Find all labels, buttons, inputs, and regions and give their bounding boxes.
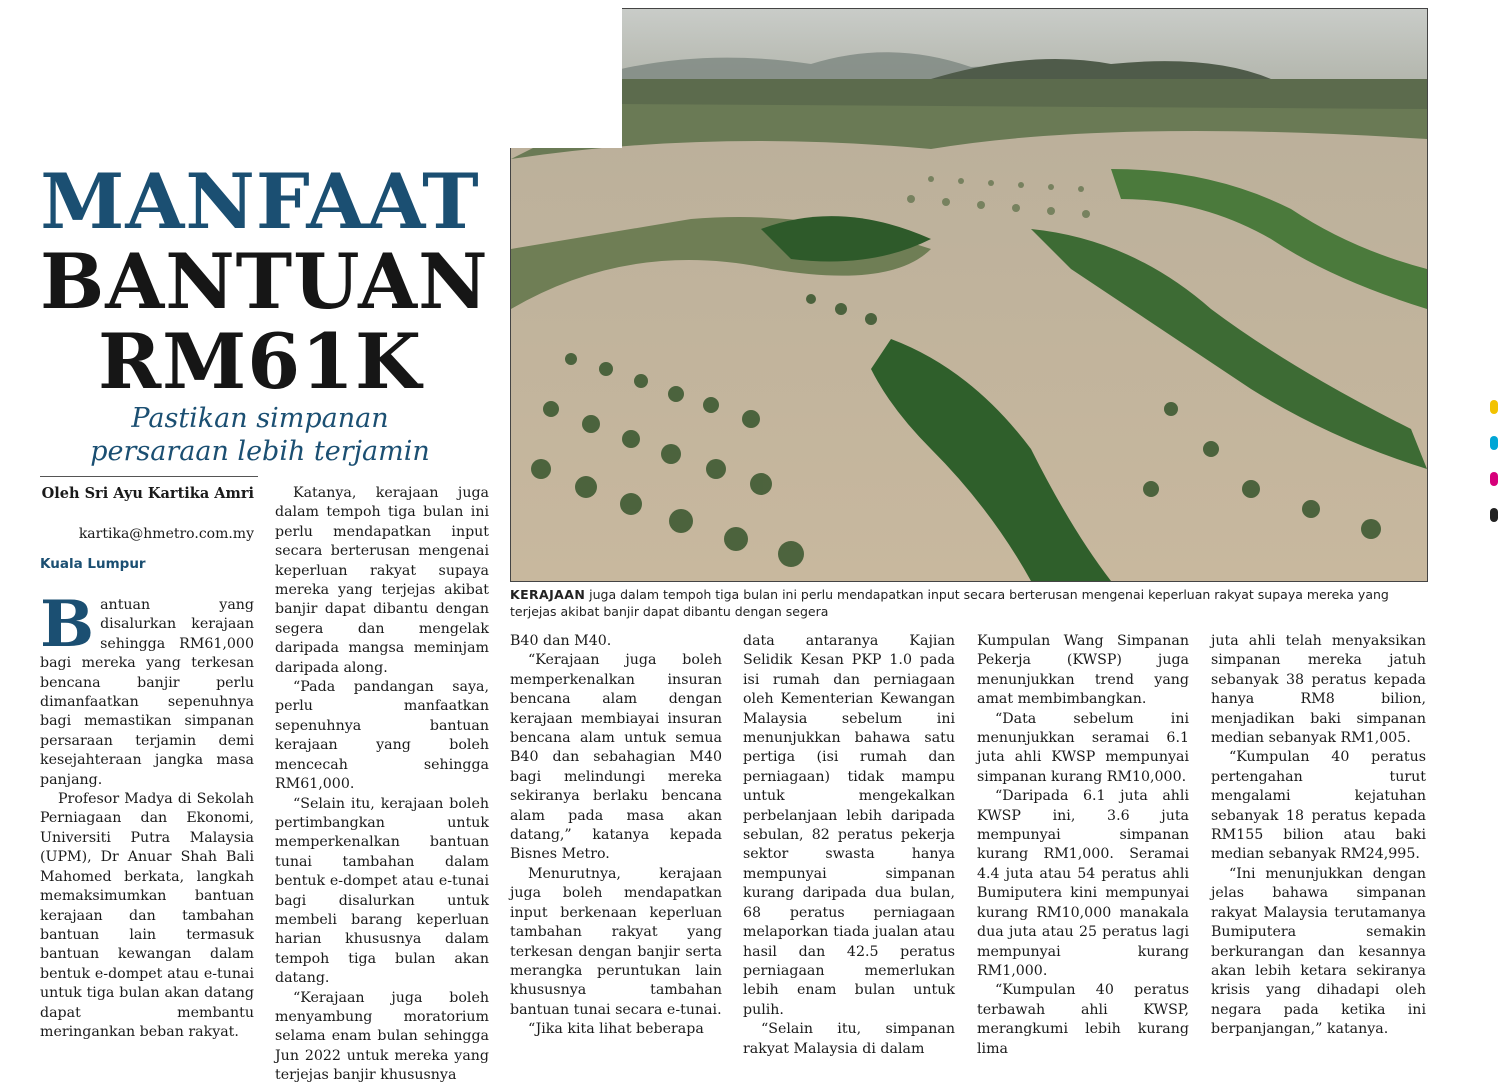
headline-line-1: MANFAAT [40,157,480,246]
yellow-mark-icon [1490,400,1498,414]
article-column-4 [743,632,955,1059]
article-paragraph: “Kerajaan juga boleh menyambung moratorium selama enam bulan sehingga Jun 2022 untuk mereka yang terjejas banjir khususnya [275,989,489,1084]
article-paragraph: data antaranya Kajian Selidik Kesan PKP 1.0 pada isi rumah dan perniagaan oleh Kementerian Kewangan Malaysia sebelum ini menunjukkan bahawa satu pertiga (isi rumah dan perniagaan) tidak mampu untuk mengekalkan perbelanjaan lebih daripada sebulan, 82 peratus pekerja sektor swasta hanya mempunyai simpanan kurang daripada dua bulan, 68 peratus perniagaan melaporkan tiada jualan atau hasil dan 42.5 peratus perniagaan memerlukan lebih enam bulan untuk pulih. [743,633,955,1018]
photo-cutout-whitespace [500,0,622,148]
article-paragraph: juta ahli telah menyaksikan simpanan mereka jatuh sebanyak 38 peratus kepada hanya RM8 bilion, menjadikan baki simpanan median sebanyak RM1,005. [1211,633,1426,747]
flood-photo [510,8,1428,582]
cyan-mark-icon [1490,436,1498,450]
flooded-plantation-photo-icon [511,9,1427,581]
article-paragraph: Kumpulan Wang Simpanan Pekerja (KWSP) juga menunjukkan trend yang amat membimbangkan. [977,633,1189,708]
article-paragraph: “Data sebelum ini menunjukkan seramai 6.1 juta ahli KWSP mempunyai simpanan kurang RM10,000. [977,710,1189,785]
divider [40,476,258,477]
caption-text: juga dalam tempoh tiga bulan ini perlu mendapatkan input secara berterusan mengenai keperluan rakyat supaya mereka yang terjejas akibat banjir dapat dibantu dengan segera [510,587,1389,619]
headline-line-3: RM61K [97,317,423,406]
article-paragraph: Menurutnya, kerajaan juga boleh mendapatkan input berkenaan keperluan tambahan rakyat yang terkesan dengan banjir serta merangka peruntukan lain khususnya tambahan bantuan tunai secara e-tunai. [510,865,722,1018]
print-registration-marks [1490,400,1500,600]
article-paragraph: Profesor Madya di Sekolah Perniagaan dan Ekonomi, Universiti Putra Malaysia (UPM), Dr Anuar Shah Bali Mahomed berkata, langkah memaksimumkan bantuan kerajaan dan tambahan bantuan lain termasuk bantuan kewangan dalam bentuk e-dompet atau e-tunai untuk tiga bulan akan datang dapat membantu meringankan beban rakyat. [40,791,254,1040]
article-paragraph: “Jika kita lihat beberapa [528,1021,704,1038]
article-paragraph: “Kumpulan 40 peratus terbawah ahli KWSP, merangkumi lebih kurang lima [977,982,1189,1057]
article-paragraph: Bantuan yang disalurkan kerajaan sehingga RM61,000 bagi mereka yang terkesan bencana banjir perlu dimanfaatkan sepenuhnya bagi memastikan simpanan persaraan terjamin demi kesejahteraan jangka masa panjang. [40,587,254,788]
article-paragraph: B40 dan M40. [510,633,612,649]
drop-cap: B [40,587,95,662]
article-column-2 [275,484,489,1086]
article-paragraph: “Kerajaan juga boleh memperkenalkan insuran bencana alam dengan kerajaan membiayai insuran bencana alam untuk semua B40 dan sebahagian M40 bagi melindungi mereka sekiranya berlaku bencana alam pada masa akan datang,” katanya kepada Bisnes Metro. [510,652,722,863]
article-paragraph: “Ini menunjukkan dengan jelas bahawa simpanan rakyat Malaysia terutamanya Bumiputera semakin berkurangan dan kesannya akan lebih ketara sekiranya krisis yang dihadapi oleh negara pada ketika ini berpanjangan,” katanya. [1211,865,1426,1038]
byline: Oleh Sri Ayu Kartika Amri [41,485,254,502]
headline-line-2: BANTUAN [40,237,489,326]
headline [40,157,489,406]
subheadline: Pastikan simpanan persaraan lebih terjamin [90,403,430,467]
photo-caption [510,586,1426,620]
article-paragraph: “Kumpulan 40 peratus pertengahan turut mengalami kejatuhan sebanyak 18 peratus kepada RM155 bilion atau baki median sebanyak RM24,995. [1211,749,1426,863]
article-column-3 [510,632,722,1040]
article-paragraph: “Pada pandangan saya, perlu manfaatkan sepenuhnya bantuan kerajaan yang boleh mencecah sehingga RM61,000. [275,679,489,793]
article-paragraph: “Selain itu, simpanan rakyat Malaysia di dalam [743,1021,955,1057]
author-email: kartika@hmetro.com.my [78,526,254,542]
article-column-1 [40,587,254,1042]
article-paragraph: Katanya, kerajaan juga dalam tempoh tiga bulan ini perlu mendapatkan input secara berterusan mengenai keperluan rakyat supaya mereka yang terjejas akibat banjir dapat dibantu dengan segera dan mengelak daripada mangsa meminjam daripada along. [275,485,489,676]
article-paragraph: “Daripada 6.1 juta ahli KWSP ini, 3.6 juta mempunyai simpanan kurang RM1,000. Seramai 4.4 juta atau 54 peratus ahli Bumiputera kini mempunyai kurang RM10,000 manakala dua juta atau 25 peratus lagi mempunyai kurang RM1,000. [977,788,1189,979]
article-column-6 [1211,632,1426,1040]
article-paragraph: “Selain itu, kerajaan boleh pertimbangkan untuk memperkenalkan bantuan tunai tambahan dalam bentuk e-dompet atau e-tunai bagi disalurkan untuk membeli barang keperluan harian khususnya dalam tempoh tiga bulan akan datang. [275,795,489,987]
black-mark-icon [1490,508,1498,522]
dateline: Kuala Lumpur [40,556,146,572]
caption-lead: KERAJAAN [510,587,586,602]
article-column-5 [977,632,1189,1059]
magenta-mark-icon [1490,472,1498,486]
